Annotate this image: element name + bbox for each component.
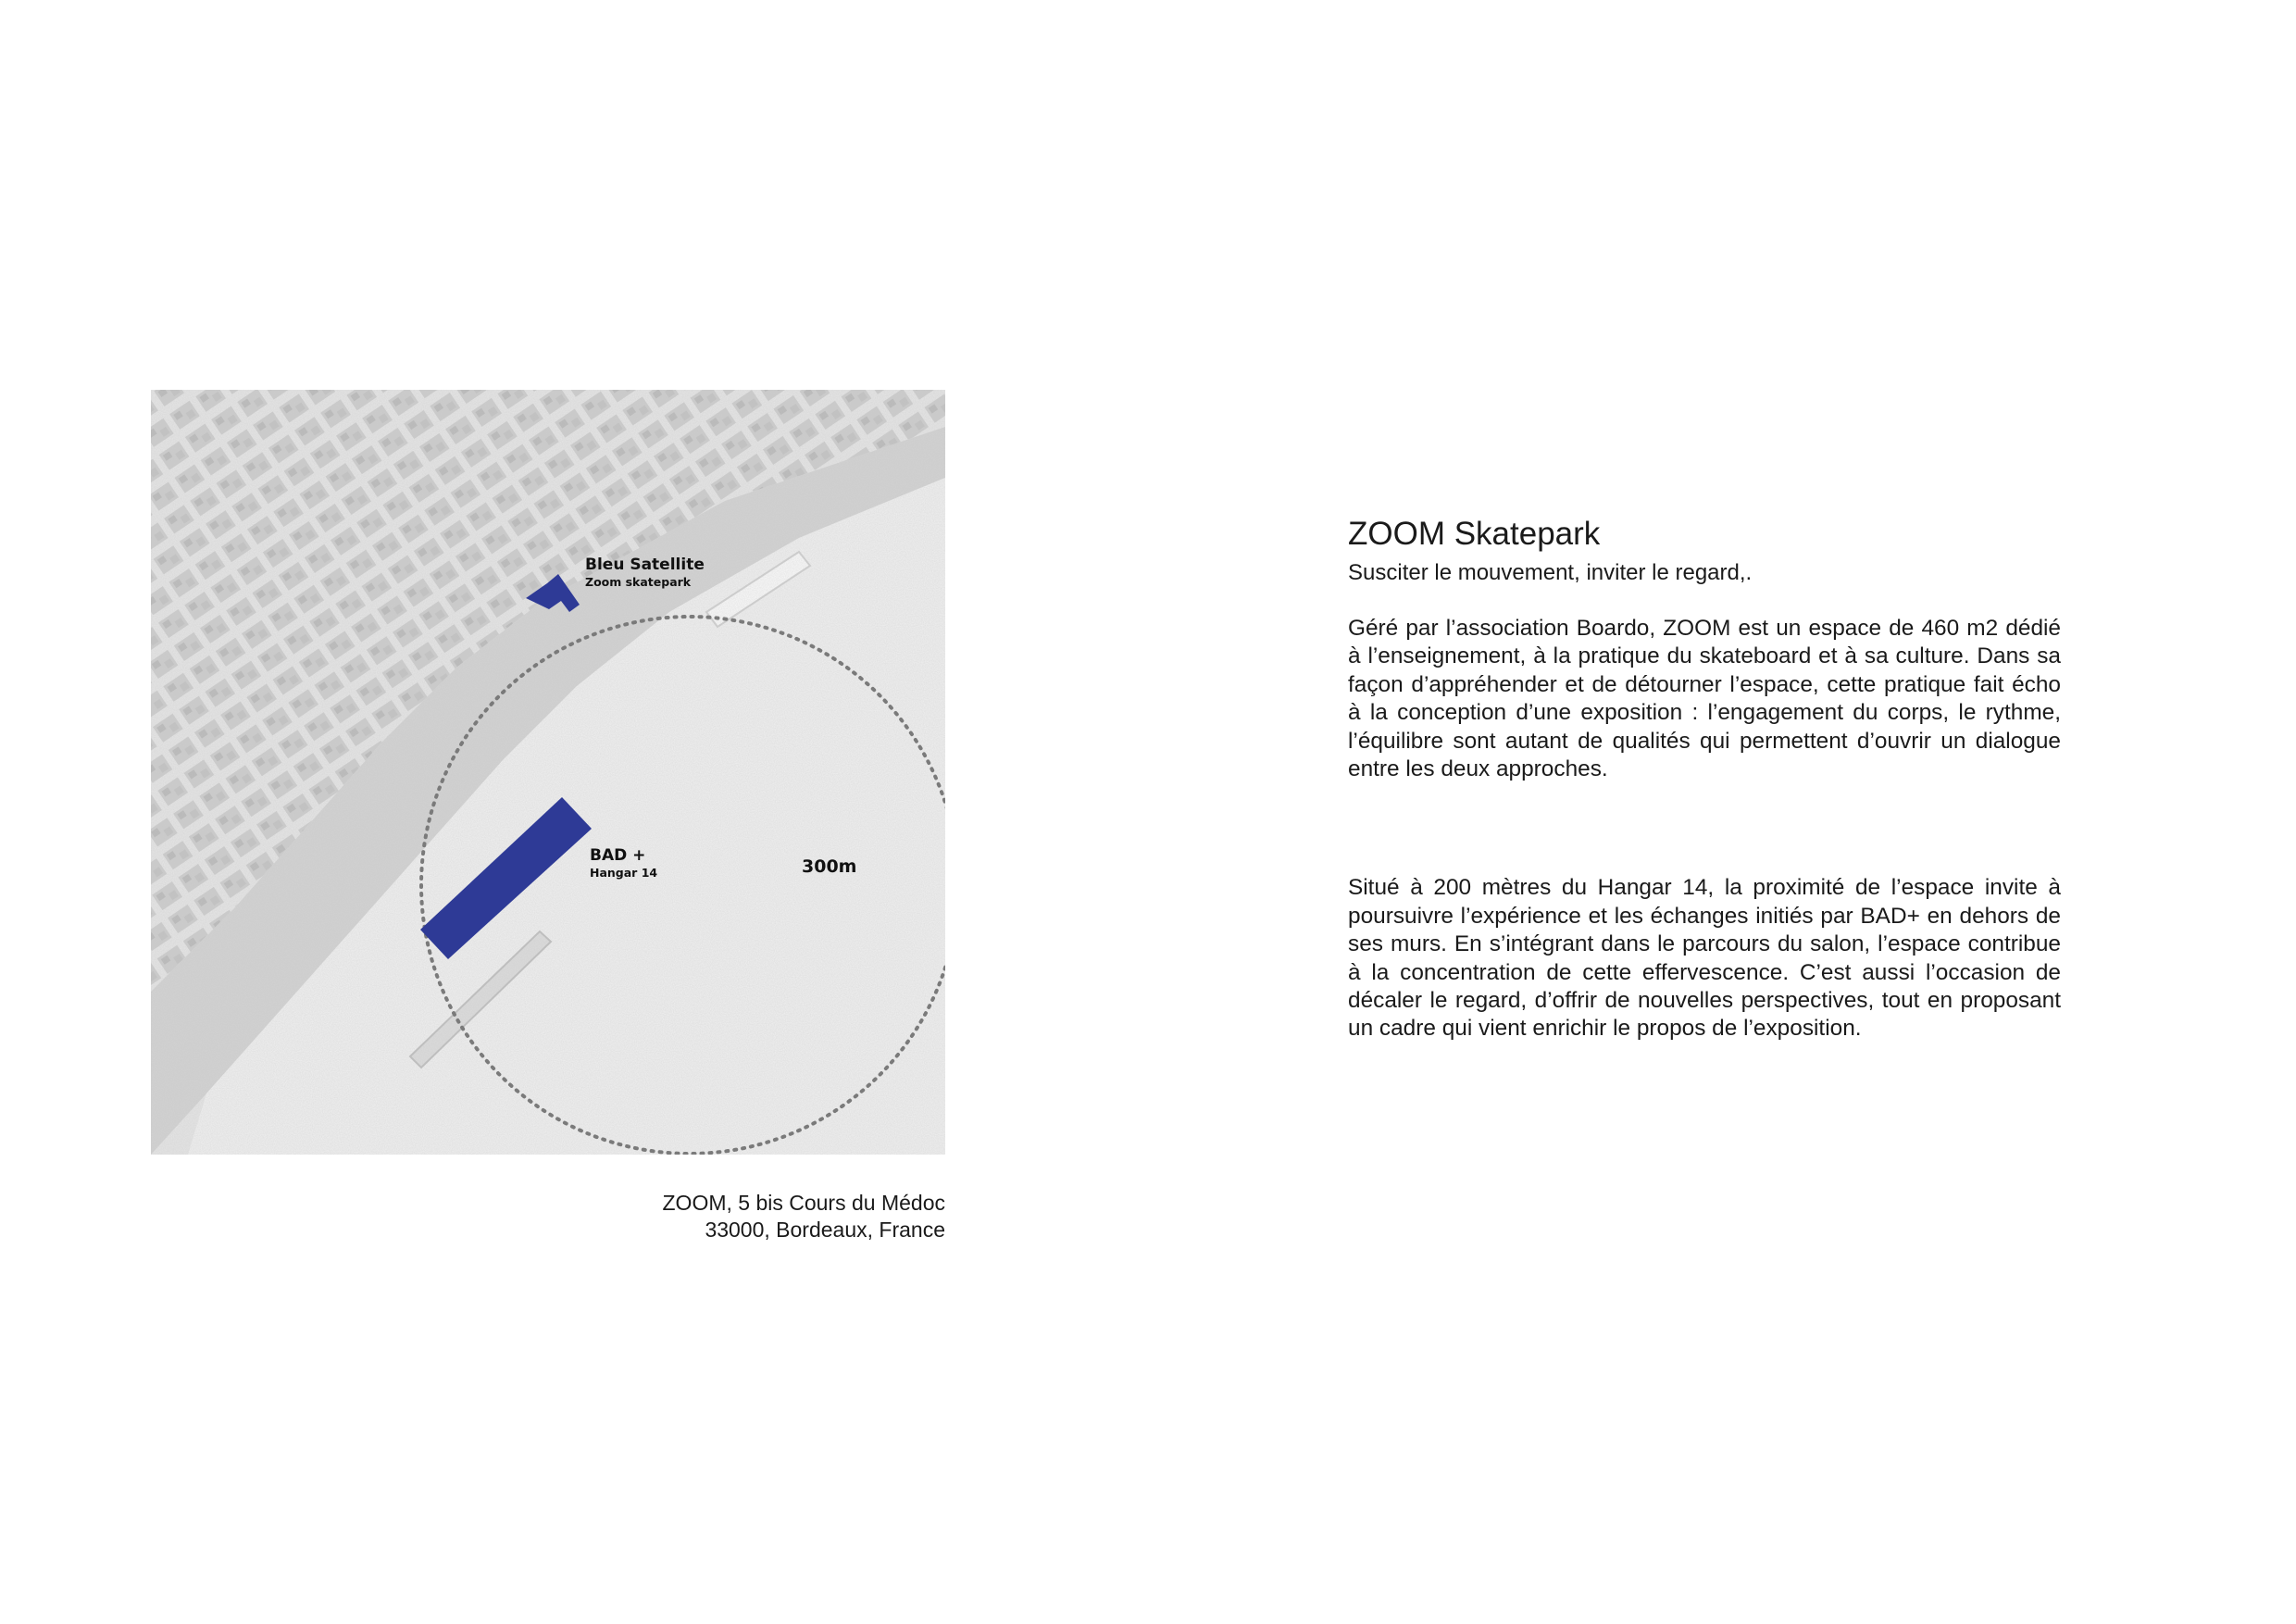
bad-plus-label: BAD + (590, 846, 646, 865)
site-map (151, 390, 945, 1155)
paragraph-2: Situé à 200 mètres du Hangar 14, la proximité de l’espace invite à poursuivre l’expérience et les échanges initiés par BAD+ en dehors de ses murs. En s’intégrant dans le parcours du salon, l’espace contribue à la concentration de cette effervescence. C’est aussi l’occasion de décaler le regard, d’offrir de nouvelles perspectives, tout en proposant un cadre qui vient enrichir le propos de l’exposition. (1348, 875, 2061, 1042)
address-line-2: 33000, Bordeaux, France (705, 1218, 945, 1242)
address-line-1: ZOOM, 5 bis Cours du Médoc (662, 1191, 945, 1215)
paragraph-1: Géré par l’association Boardo, ZOOM est un espace de 460 m2 dédié à l’enseignement, à la pratique du skateboard et à sa culture. Dans sa façon d’appréhender et de détourner l’espace, cette pratique fait écho à la conception d’une exposition : l’engagement du corps, le rythme, l’équilibre sont autant de qualités qui permettent d’ouvrir un dialogue entre les deux approches. (1348, 616, 2061, 782)
page-title: ZOOM Skatepark (1348, 516, 1601, 552)
address-block (555, 1190, 945, 1243)
hangar-14-label: Hangar 14 (590, 866, 658, 880)
radius-label: 300m (802, 856, 857, 877)
zoom-skatepark-label: Zoom skatepark (585, 575, 692, 589)
article (1348, 515, 2061, 1043)
subtitle: Susciter le mouvement, inviter le regard,. (1348, 560, 1753, 585)
bleu-satellite-label: Bleu Satellite (585, 556, 705, 574)
